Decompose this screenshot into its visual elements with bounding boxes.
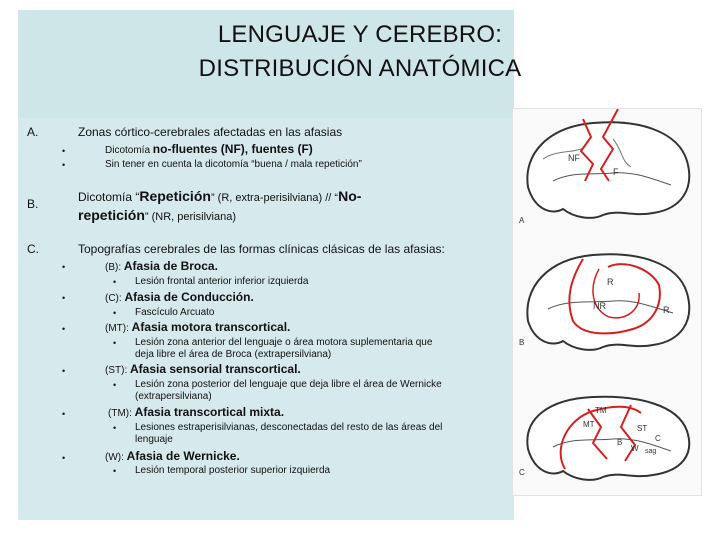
section-b-no: No-: [338, 188, 362, 204]
section-b-text: [78, 188, 478, 226]
section-b-no-repeticion: repetición: [78, 207, 145, 223]
panel-label: C: [519, 468, 525, 477]
section-a-bullet-1: [105, 144, 313, 156]
bullet-dot: •: [113, 380, 117, 390]
aphasia-name: Afasia transcortical mixta.: [134, 405, 285, 419]
aphasia-name: Afasia sensorial transcortical.: [130, 362, 301, 376]
content-area: [18, 118, 514, 520]
region-label: ST: [637, 424, 648, 433]
region-label: NR: [593, 301, 606, 311]
brain-figure-panel: [512, 108, 702, 496]
section-b-repeticion: Repetición: [139, 188, 211, 204]
bullet-dot: •: [113, 338, 117, 348]
section-b-pre: Dicotomía “: [78, 190, 140, 204]
aphasia-detail: lenguaje: [135, 434, 173, 445]
bullet-dot: •: [62, 146, 66, 156]
bullet-dot: •: [62, 409, 66, 419]
panel-label: B: [519, 338, 525, 347]
aphasia-item-conduccion: [105, 290, 254, 304]
aphasia-name: Afasia de Wernicke.: [126, 449, 240, 463]
aphasia-name: Afasia motora transcortical.: [131, 320, 291, 334]
slide-title: [0, 18, 720, 86]
region-label: MT: [583, 420, 595, 429]
section-c-letter: C.: [27, 242, 39, 256]
region-label: NF: [568, 153, 580, 163]
brain-diagram-a: [519, 109, 689, 225]
aphasia-detail: Lesión zona anterior del lenguaje o área motora suplementaria que: [135, 337, 433, 348]
aphasia-code: (TM):: [108, 408, 135, 419]
aphasia-item-motora-transcortical: [105, 320, 290, 334]
aphasia-detail: Fascículo Arcuato: [135, 307, 215, 318]
section-a-bullet-2: Sin tener en cuenta la dicotomía “buena / mala repetición”: [105, 159, 362, 170]
aphasia-code: (ST):: [105, 365, 130, 376]
aphasia-name: Afasia de Broca.: [123, 259, 218, 273]
aphasia-item-broca: [105, 259, 218, 273]
aphasia-detail: Lesión zona posterior del lenguaje que deja libre el área de Wernicke: [135, 379, 442, 390]
section-b-letter: B.: [27, 197, 39, 211]
region-label: B: [617, 438, 623, 447]
section-b-post: ” (NR, perisilviana): [144, 211, 236, 223]
aphasia-detail: (extrapersilviana): [135, 391, 212, 402]
aphasia-detail: deja libre el área de Broca (extrapersilviana): [135, 349, 332, 360]
region-label: C: [655, 434, 661, 443]
bullet-dot: •: [113, 277, 117, 287]
section-a-text: Zonas córtico-cerebrales afectadas en las afasias: [78, 125, 343, 139]
bullet-dot: •: [62, 160, 66, 170]
region-label: F: [613, 167, 619, 177]
region-label: sag: [645, 448, 657, 455]
region-label: R: [607, 277, 614, 287]
aphasia-item-transcortical-mixta: [108, 405, 284, 419]
title-line-2: DISTRIBUCIÓN ANATÓMICA: [198, 55, 522, 82]
bullet-dot: •: [62, 453, 66, 463]
aphasia-code: (MT):: [105, 323, 132, 334]
region-label: R: [663, 305, 670, 315]
aphasia-item-wernicke: [105, 449, 240, 463]
bullet-dot: •: [113, 466, 117, 476]
bullet-dot: •: [62, 366, 66, 376]
bullet-dot: •: [62, 324, 66, 334]
brain-figure-svg: [513, 109, 703, 497]
bullet-dot: •: [113, 308, 117, 318]
aphasia-detail: Lesión temporal posterior superior izquierda: [135, 465, 331, 476]
aphasia-code: (B):: [105, 262, 124, 273]
brain-diagram-b: [519, 254, 689, 350]
bullet-dot: •: [62, 262, 66, 272]
section-c-text: Topografías cerebrales de las formas clínicas clásicas de las afasias:: [78, 242, 445, 256]
aphasia-item-sensorial-transcortical: [105, 362, 301, 376]
aphasia-detail: Lesión frontal anterior inferior izquierda: [135, 276, 309, 287]
section-a-letter: A.: [27, 125, 39, 139]
panel-label: A: [519, 216, 525, 225]
aphasia-code: (C):: [105, 293, 125, 304]
title-line-1: LENGUAJE Y CEREBRO:: [217, 21, 503, 48]
bullet-dot: •: [62, 293, 66, 303]
brain-diagram-c: [519, 397, 689, 480]
region-label: TM: [595, 406, 607, 415]
section-b-mid: ” (R, extra-perisilviana) // “: [210, 192, 339, 204]
aphasia-detail: Lesiones estraperisilvianas, desconectadas del resto de las áreas del: [135, 422, 443, 433]
aphasia-code: (W):: [105, 452, 127, 463]
region-label: W: [631, 444, 639, 453]
aphasia-name: Afasia de Conducción.: [124, 290, 254, 304]
section-a-bullet-1-pre: Dicotomía: [105, 145, 153, 156]
section-a-bullet-1-bold: no-fluentes (NF), fuentes (F): [152, 142, 313, 156]
bullet-dot: •: [113, 423, 117, 433]
